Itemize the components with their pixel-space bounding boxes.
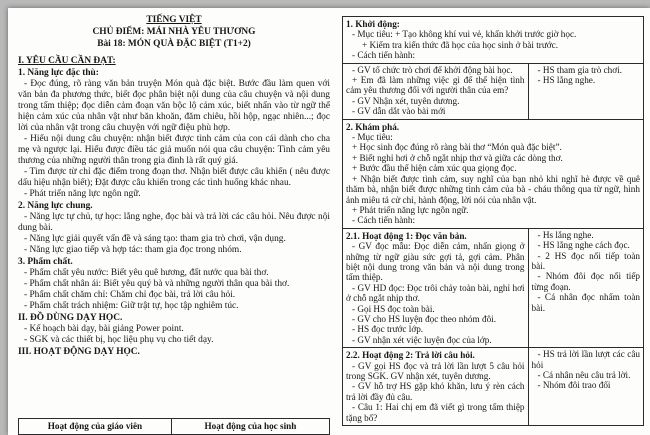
- doc-line: - Phẩm chất nhân ái: Biết yêu quý bà và những người thân qua bài thơ.: [24, 279, 290, 289]
- doc-line: - Nhóm đôi đọc nối tiếp từng đoạn.: [531, 271, 640, 292]
- hs-column-header: Hoạt động của học sinh: [171, 419, 329, 434]
- doc-line: - GV tổ chức trò chơi để khởi động bài học.: [352, 64, 513, 75]
- doc-line: 2. Khám phá.: [346, 121, 400, 132]
- gv-cell: [343, 64, 528, 119]
- doc-line: - Phẩm chất yêu nước: Biết yêu quê hương, đất nước qua bài thơ.: [24, 268, 269, 278]
- doc-line: 3. Phẩm chất.: [18, 257, 73, 267]
- hs-cell: [528, 348, 644, 425]
- doc-line: - GV nhận xét việc luyện đọc của lớp.: [352, 334, 492, 345]
- doc-line: - Năng lực giải quyết vấn đề và sáng tạo: tham gia trò chơi, vận dụng.: [24, 234, 286, 244]
- doc-line: - Câu 1: Hai chị em đã viết gì trong tấm thiệp tặng bố?: [346, 402, 525, 423]
- doc-line: - GV hỗ trợ HS gặp khó khăn, lưu ý rèn cách trả lời đầy đủ câu.: [346, 381, 525, 402]
- doc-line: - Cách tiến hành:: [352, 50, 416, 61]
- doc-line: - Nhóm đôi trao đổi: [537, 380, 611, 391]
- doc-line: - 2 HS đọc nối tiếp toàn bài.: [531, 250, 640, 271]
- gv-cell: [343, 229, 528, 347]
- doc-line: - Tìm được từ chỉ đặc điểm trong đoạn thơ. Nhận biết được câu khiến ( nêu được dấu hiệu nhận biết); Đặt được câu khiến trong các tình huống khác nhau.: [18, 167, 330, 188]
- activity-table-header: [18, 418, 330, 435]
- doc-line: 1. Năng lực đặc thù:: [18, 68, 99, 78]
- doc-line: - Kế hoạch bài dạy, bài giảng Power point.: [24, 324, 184, 334]
- table-row: [343, 120, 643, 229]
- doc-line: Bài 18: MÓN QUÀ ĐẶC BIỆT (T1+2): [97, 39, 251, 49]
- table-row: [343, 229, 643, 348]
- doc-line: + Học sinh đọc đúng rõ ràng bài thơ “Món quà đặc biệt”.: [352, 142, 562, 153]
- gv-cell: [343, 348, 528, 425]
- doc-line: - Mục tiêu: + Tạo không khí vui vẻ, khấn khởi trước giờ học.: [352, 29, 577, 40]
- document-page: [8, 8, 650, 435]
- doc-line: - HS lắng nghe.: [537, 75, 596, 86]
- left-text-lines: [18, 14, 330, 358]
- doc-line: - GV gọi HS đọc và trả lời lần lượt 5 câu hỏi trong SGK. GV nhận xét, tuyên dương.: [346, 360, 525, 381]
- doc-line: - GV HD đọc: Đọc trôi chảy toàn bài, nghỉ hơi ở chỗ ngắt nhịp thơ.: [346, 282, 525, 304]
- doc-line: + Kiểm tra kiến thức đã học của học sinh ở bài trước.: [362, 39, 559, 50]
- doc-line: 1. Khởi động:: [346, 19, 400, 29]
- doc-line: - Năng lực giao tiếp và hợp tác: tham gia đọc trong nhóm.: [24, 245, 242, 255]
- doc-line: - Gọi HS đọc toàn bài.: [352, 303, 435, 314]
- doc-line: I. YÊU CẦU CẦN ĐẠT:: [18, 56, 116, 66]
- doc-line: - GV Nhận xét, tuyên dương.: [352, 95, 460, 106]
- doc-line: - GV cho HS luyện đọc theo nhóm đôi.: [352, 313, 497, 324]
- gv-column-header: Hoạt động của giáo viên: [47, 421, 143, 431]
- doc-line: - Hs lắng nghe.: [537, 229, 594, 240]
- doc-line: - Phẩm chất chăm chỉ: Chăm chỉ đọc bài, trả lời câu hỏi.: [24, 290, 236, 300]
- doc-line: 2. Năng lực chung.: [18, 201, 93, 211]
- doc-line: + Bước đầu thể hiện cảm xúc qua giọng đọc.: [352, 163, 517, 174]
- doc-line: - Hiểu nội dung câu chuyện: nhận biết được tình cảm của con cái dành cho cha mẹ và ngược lại. Hiểu được điều tác giả muốn nói qua câu chuyện: Tình cảm yêu thương của những người thân trong gia đình là rất quý giá.: [18, 134, 330, 166]
- doc-line: - Đọc đúng, rõ ràng văn bản truyện Món quà đặc biệt. Bước đầu làm quen với văn bản đa phương thức, biết đọc phân biệt nội dung của câu chuyện và nội dung trong tấm thiệp; đọc diễn cảm đoạn văn bộc lộ cảm xúc, biết nhấn vào từ ngữ thể hiện cảm xúc của nhân vật như băn khoăn, đăm chiêu, hồi hộp, ngạc nhiên...; đọc lời của nhân vật trong câu chuyện với ngữ điệu phù hợp.: [18, 79, 330, 133]
- doc-line: + Phát triển năng lực ngôn ngữ.: [352, 204, 469, 215]
- left-column: [18, 14, 330, 435]
- doc-line: - Năng lực tự chủ, tự học: lắng nghe, đọc bài và trả lời các câu hỏi. Nêu được nội dung bài.: [18, 212, 330, 233]
- doc-line: TIẾNG VIỆT: [146, 15, 202, 25]
- right-activity-table: [342, 16, 644, 426]
- doc-line: - GV dẫn dắt vào bài mới: [352, 106, 446, 117]
- doc-line: - Mục tiêu:: [352, 132, 393, 143]
- doc-line: - Cách tiến hành:: [352, 215, 416, 226]
- doc-line: - Cá nhân đọc nhẩm toàn bài.: [531, 292, 640, 313]
- doc-line: + Biết nghỉ hơi ở chỗ ngắt nhịp thơ và giữa các dòng thơ.: [352, 152, 563, 163]
- doc-line: - Phát triển năng lực ngôn ngữ.: [24, 189, 141, 199]
- doc-line: + Em đã làm những việc gì để thể hiện tình cảm yêu thương đối với người thân của em?: [346, 75, 525, 96]
- doc-line: CHỦ ĐIỂM: MÁI NHÀ YÊU THƯƠNG: [92, 27, 256, 37]
- doc-line: II. ĐỒ DÙNG DẠY HỌC.: [18, 313, 123, 323]
- doc-line: - HS tham gia trò chơi.: [537, 64, 622, 75]
- doc-line: 2.1. Hoạt động 1: Đọc văn bản.: [346, 230, 467, 241]
- doc-line: + Nhận biết được tình cảm, suy nghĩ của bạn nhỏ khi nghĩ hè được về quê thăm bà, nhận biết được những tình cảm của bà - cháu thông qua từ ngữ, hình ảnh miêu tả cử chỉ, hành động, lời nói của nhân vật.: [346, 173, 640, 205]
- doc-line: - GV đọc mẫu: Đọc diễn cảm, nhấn giọng ở những từ ngữ giàu sức gợi tả, gợi cảm. Phân biệt nội dung trong văn bản và nội dung trong tấm thiệp.: [346, 241, 525, 283]
- doc-line: - Phẩm chất trách nhiệm: Giữ trật tự, học tập nghiêm túc.: [24, 301, 239, 311]
- doc-line: - HS lắng nghe cách đọc.: [537, 240, 630, 251]
- doc-line: - HS đọc trước lớp.: [352, 324, 424, 335]
- doc-line: - HS trả lời lần lượt các câu hỏi: [531, 349, 640, 370]
- doc-line: - Cá nhân nêu câu trả lời.: [537, 370, 631, 380]
- table-row: [343, 348, 643, 426]
- table-row: [343, 64, 643, 120]
- table-row: [343, 17, 643, 64]
- hs-cell: [528, 229, 644, 347]
- doc-line: 2.2. Hoạt động 2: Trả lời câu hỏi.: [346, 350, 475, 361]
- doc-line: III. HOẠT ĐỘNG DẠY HỌC.: [18, 347, 140, 357]
- doc-line: - SGK và các thiết bị, học liệu phụ vụ cho tiết dạy.: [24, 335, 214, 345]
- hs-cell: [528, 64, 644, 119]
